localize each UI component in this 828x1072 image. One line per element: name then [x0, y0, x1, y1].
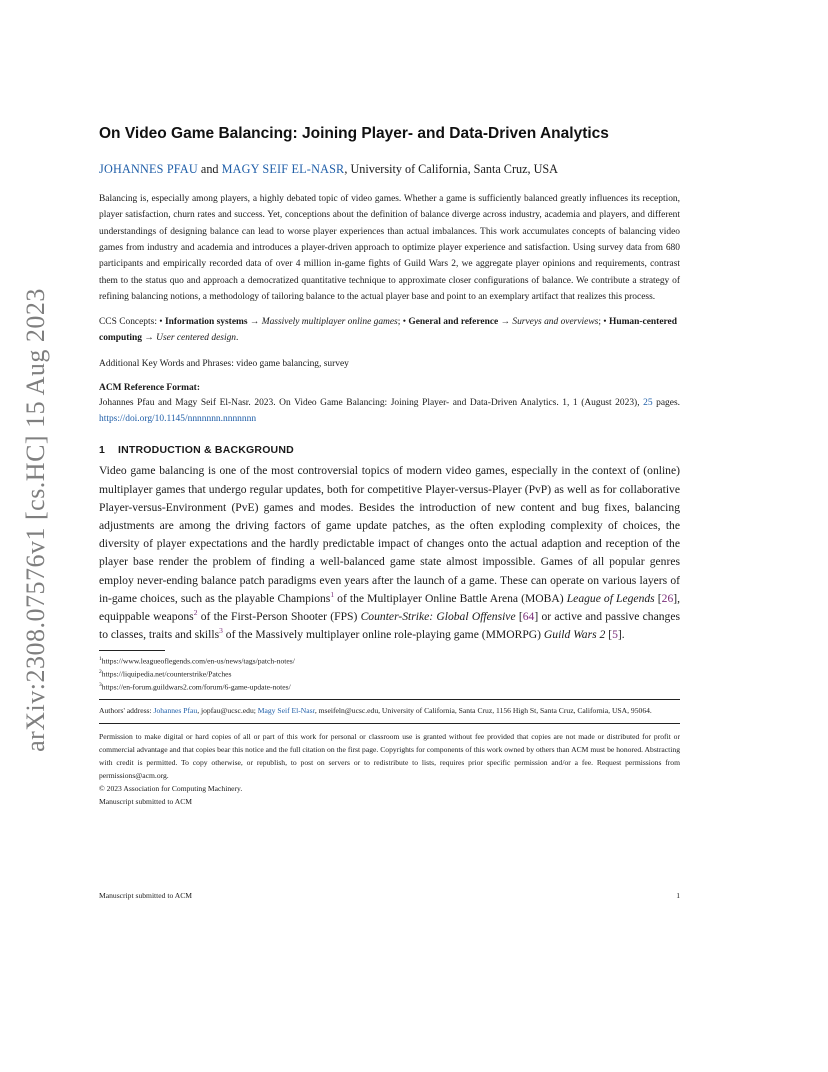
- arxiv-id: arXiv:2308.07576v1 [cs.HC] 15 Aug 2023: [21, 288, 50, 752]
- ccs-subconcept-3: User centered design: [156, 333, 237, 344]
- reference-pages-suffix: pages.: [652, 398, 680, 409]
- ccs-separator-1: ; •: [397, 317, 409, 328]
- footnote-divider: [99, 650, 165, 651]
- section-number: 1: [99, 444, 106, 457]
- game-title: Counter-Strike: Global Offensive: [360, 610, 516, 624]
- ccs-concept-3: Human-centered computing: [99, 317, 677, 344]
- body-text: Video game balancing is one of the most controversial topics of modern video games, especially in the context of (online) multiplayer games that undergo regular updates, both for competitive Player-versus-Player (PvP) as well as for collaborative Player-versus-Environment (PvE) games and modes. Besides the introduction of new content and bug fixes, balancing adjustments are among the driving factors of game update patches, as the often exploding complexity of choices, the diversity of player expectations and the hardly predictable impact of changes onto the actual adaption and reception of the player base render the problem of finding a well-balanced game state almost impossible. Games of all popular genres employ never-ending balance patch paradigms even years after the launch of a game. These can operate on various layers of in-game choices, such as the playable Champions: [99, 464, 680, 605]
- ccs-subconcept-2: Surveys and overviews: [512, 317, 599, 328]
- ccs-label: CCS Concepts: •: [99, 317, 165, 328]
- intro-paragraph: [99, 462, 680, 644]
- footnote-ref-3[interactable]: 3: [219, 626, 223, 636]
- ccs-arrow-2: →: [498, 317, 513, 328]
- ccs-arrow-1: →: [247, 317, 262, 328]
- affiliation-divider: [99, 699, 680, 700]
- address-author-1-link[interactable]: Johannes Pfau: [153, 706, 198, 716]
- reference-format-text: [99, 395, 680, 427]
- citation-link[interactable]: 64: [522, 610, 535, 624]
- body-text: ].: [617, 628, 625, 642]
- ccs-concepts: [99, 314, 680, 346]
- reference-text: Johannes Pfau and Magy Seif El-Nasr. 2023. On Video Game Balancing: Joining Player- and Data-Driven Analytics. 1, 1 (August 2023),: [99, 398, 644, 409]
- paper-title: On Video Game Balancing: Joining Player- and Data-Driven Analytics: [99, 125, 609, 142]
- author-magy-seif-el-nasr[interactable]: MAGY SEIF EL-NASR: [221, 162, 345, 176]
- copyright-line: © 2023 Association for Computing Machinery.: [99, 784, 243, 794]
- ccs-arrow-3: →: [142, 333, 157, 344]
- body-text: [: [654, 591, 662, 605]
- footnote-item: [99, 667, 680, 680]
- ccs-concept-1: Information systems: [164, 317, 248, 328]
- footnote-mark: 2: [99, 669, 102, 676]
- abstract: Balancing is, especially among players, a highly debated topic of video games. Whether a game is sufficiently balanced greatly influences its reception, player satisfaction, churn rates and success. Yet, conceptions about the definition of balance diverge across industry, academia and players, and different understandings of designing balance can lead to worse player experiences than actual imbalances. This work accumulates concepts of balancing video games from industry and academia and introduces a player-driven approach to optimize player experience and satisfaction. Using survey data from 680 participants and empirically recorded data of over 4 million in-game fights of Guild Wars 2, we aggregate player opinions and requirements, contrast them to the status quo and approach a democratized quantitative technique to approximate closer configurations of balance. We contribute a strategy of refining balancing notions, a methodology of tailoring balance to the actual player base and point to an exemplary artifact that realizes this process.: [99, 194, 680, 303]
- footnote-item: [99, 654, 680, 667]
- citation-link[interactable]: 26: [661, 591, 674, 605]
- reference-format-heading: ACM Reference Format:: [99, 383, 200, 394]
- footnote-url[interactable]: https://en-forum.guildwars2.com/forum/6-game-update-notes/: [101, 682, 291, 692]
- author-conjunction: and: [200, 162, 219, 176]
- footnote-item: [99, 680, 680, 693]
- address-rest: , mseifeln@ucsc.edu, University of California, Santa Cruz, 1156 High St, Santa Cruz, California, USA, 95064.: [314, 706, 652, 716]
- arxiv-sidebar-stamp: [22, 280, 50, 760]
- footer-left: Manuscript submitted to ACM: [99, 891, 193, 900]
- permission-divider: [99, 723, 680, 724]
- footnote-url[interactable]: https://www.leagueoflegends.com/en-us/news/tags/patch-notes/: [101, 656, 295, 666]
- body-text: ] or active and passive changes to classes, traits and skills: [99, 610, 680, 642]
- footnote-ref-1[interactable]: 1: [330, 589, 335, 599]
- game-title: Guild Wars 2: [543, 628, 606, 642]
- address-mid: , jopfau@ucsc.edu;: [197, 706, 258, 716]
- address-prefix: Authors' address:: [99, 706, 154, 716]
- manuscript-line: Manuscript submitted to ACM: [99, 797, 193, 807]
- address-author-2-link[interactable]: Magy Seif El-Nasr: [257, 706, 315, 716]
- ccs-subconcept-1: Massively multiplayer online games: [261, 317, 398, 328]
- permission-block: [99, 730, 680, 808]
- body-text: of the Multiplayer Online Battle Arena (MOBA): [334, 591, 567, 605]
- body-text: [: [515, 610, 523, 624]
- permission-text: Permission to make digital or hard copies of all or part of this work for personal or classroom use is granted without fee provided that copies are not made or distributed for profit or commercial advantage and that copies bear this notice and the full citation on the first page. Copyrights for components of this work owned by others than ACM must be honored. Abstracting with credit is permitted. To copy otherwise, or republish, to post on servers or to redistribute to lists, requires prior specific permission and/or a fee. Request permissions from permissions@acm.org.: [99, 732, 680, 781]
- paper-page: [99, 124, 680, 808]
- ccs-separator-2: ; •: [598, 317, 609, 328]
- footnote-mark: 3: [99, 682, 102, 689]
- footnote-ref-2[interactable]: 2: [193, 608, 198, 618]
- section-title: INTRODUCTION & BACKGROUND: [118, 444, 294, 457]
- game-title: League of Legends: [566, 591, 655, 605]
- ccs-end: .: [236, 333, 239, 344]
- footnotes: [99, 654, 680, 693]
- reference-pages-link[interactable]: 25: [643, 398, 653, 409]
- author-affiliation: , University of California, Santa Cruz, USA: [344, 162, 558, 176]
- page-number: 1: [676, 891, 680, 900]
- body-text: ], equippable weapons: [99, 591, 680, 624]
- footnote-url[interactable]: https://liquipedia.net/counterstrike/Patches: [101, 669, 232, 679]
- body-text: of the First-Person Shooter (FPS): [197, 610, 361, 624]
- section-heading: [99, 443, 680, 457]
- author-johannes-pfau[interactable]: JOHANNES PFAU: [99, 162, 198, 176]
- footnote-mark: 1: [99, 656, 102, 663]
- body-text: of the Massively multiplayer online role-playing game (MMORPG): [222, 628, 544, 642]
- citation-link[interactable]: 5: [612, 628, 618, 642]
- body-text: [: [605, 628, 613, 642]
- ccs-concept-2: General and reference: [408, 317, 499, 328]
- authors-address: [99, 704, 680, 717]
- doi-link[interactable]: https://doi.org/10.1145/nnnnnnn.nnnnnnn: [99, 414, 257, 425]
- author-line: [99, 161, 680, 177]
- page-footer: [99, 890, 680, 902]
- keywords: Additional Key Words and Phrases: video game balancing, survey: [99, 359, 349, 370]
